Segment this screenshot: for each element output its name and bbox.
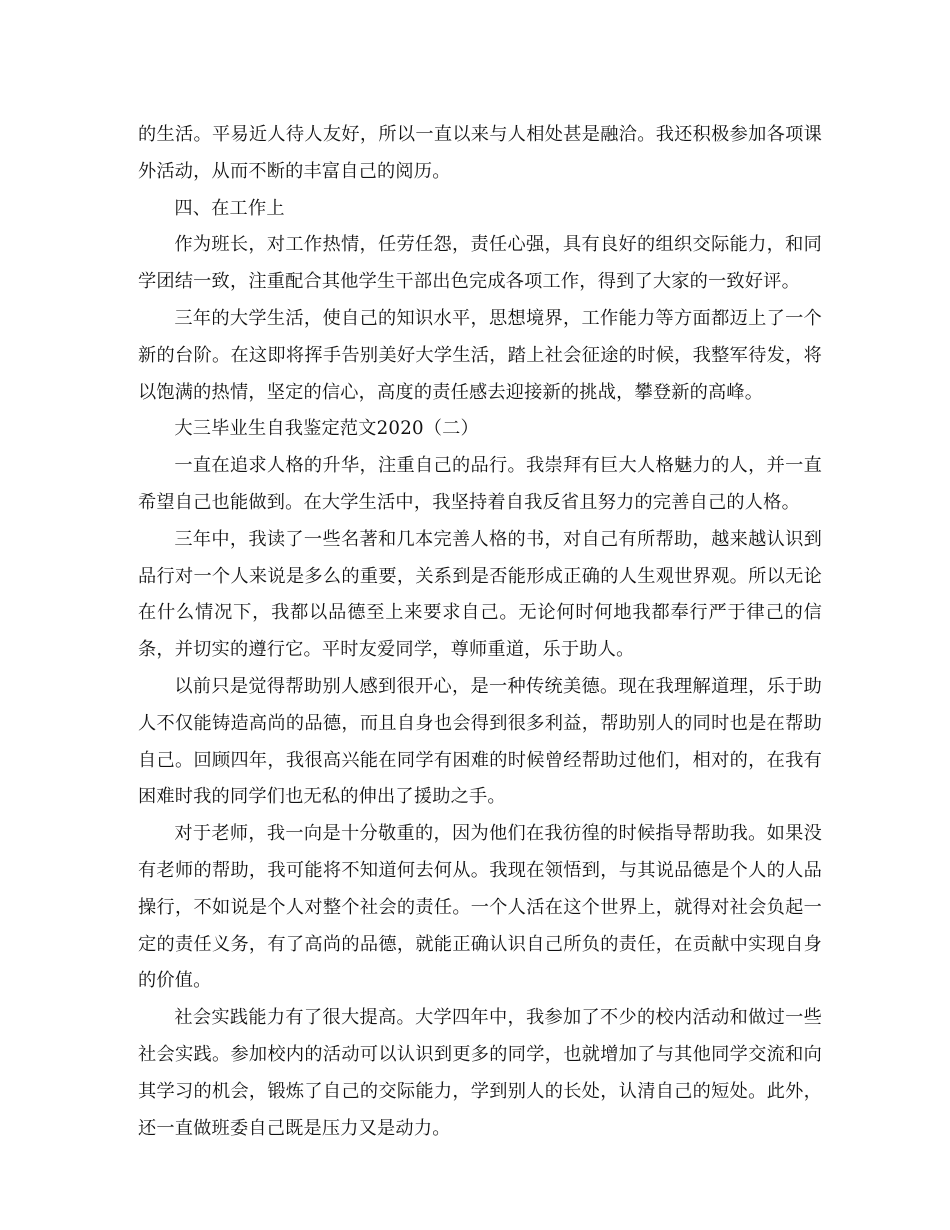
paragraph-1: 的生活。平易近人待人友好，所以一直以来与人相处甚是融洽。我还积极参加各项课外活动，从而不断的丰富自己的阅历。 — [138, 124, 822, 182]
paragraph-5: 三年中，我读了一些名著和几本完善人格的书，对自己有所帮助，越来越认识到品行对一个人来说是多么的重要，关系到是否能形成正确的人生观世界观。所以无论在什么情况下，我都以品德至上来要求自己。无论何时何地我都奉行严于律己的信条，并切实的遵行它。平时友爱同学，尊师重道，乐于助人。 — [138, 528, 822, 661]
paragraph-3: 三年的大学生活，使自己的知识水平，思想境界，工作能力等方面都迈上了一个新的台阶。在这即将挥手告别美好大学生活，踏上社会征途的时候，我整军待发，将以饱满的热情，坚定的信心，高度的责任感去迎接新的挑战，攀登新的高峰。 — [138, 307, 822, 403]
section-heading-work: 四、在工作上 — [174, 197, 285, 219]
document-body — [138, 117, 822, 1147]
section-title-part-two: 大三毕业生自我鉴定范文2020（二） — [174, 418, 479, 440]
paragraph-4: 一直在追求人格的升华，注重自己的品行。我崇拜有巨大人格魅力的人，并一直希望自己也能做到。在大学生活中，我坚持着自我反省且努力的完善自己的人格。 — [138, 455, 822, 513]
paragraph-6: 以前只是觉得帮助别人感到很开心，是一种传统美德。现在我理解道理，乐于助人不仅能铸造高尚的品德，而且自身也会得到很多利益，帮助别人的同时也是在帮助自己。回顾四年，我很高兴能在同学有困难的时候曾经帮助过他们，相对的，在我有困难时我的同学们也无私的伸出了援助之手。 — [138, 675, 822, 808]
paragraph-2: 作为班长，对工作热情，任劳任怨，责任心强，具有良好的组织交际能力，和同学团结一致，注重配合其他学生干部出色完成各项工作，得到了大家的一致好评。 — [138, 234, 822, 293]
paragraph-8: 社会实践能力有了很大提高。大学四年中，我参加了不少的校内活动和做过一些社会实践。参加校内的活动可以认识到更多的同学，也就增加了与其他同学交流和向其学习的机会，锻炼了自己的交际能力，学到别人的长处，认清自己的短处。此外，还一直做班委自己既是压力又是动力。 — [138, 1007, 822, 1139]
paragraph-7: 对于老师，我一向是十分敬重的，因为他们在我彷徨的时候指导帮助我。如果没有老师的帮助，我可能将不知道何去何从。我现在领悟到，与其说品德是个人的人品操行，不如说是个人对整个社会的责任。一个人活在这个世界上，就得对社会负起一定的责任义务，有了高尚的品德，就能正确认识自己所负的责任，在贡献中实现自身的价值。 — [138, 823, 822, 992]
